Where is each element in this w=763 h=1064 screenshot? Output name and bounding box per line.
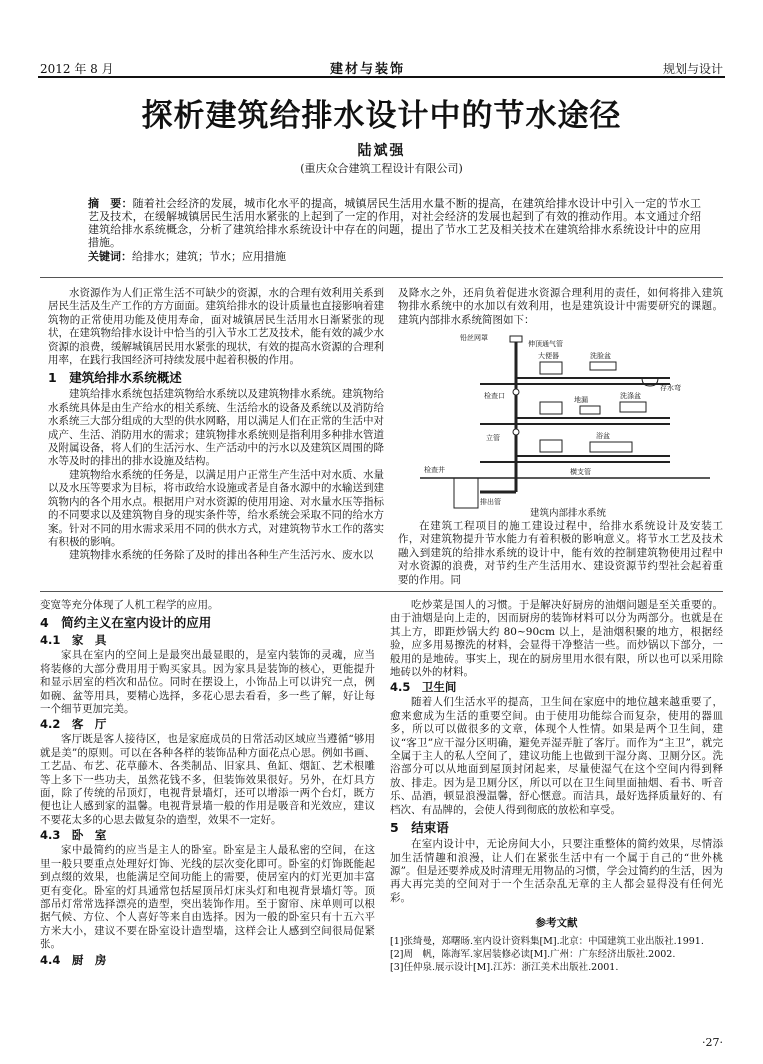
drainage-system-diagram xyxy=(420,332,710,518)
abstract-text: 随着社会经济的发展，城市化水平的提高，城镇居民生活用水量不断的提高，在建筑给排水设计中引入一定的节水工艺及技术，在缓解城镇居民生活用水紧张的上起到了一定的作用，对社会经济的发展也起到了有效的推动作用。本文通过介绍建筑给排水系统概念，分析了建筑给排水系统设计中存在的问题，提出了节水工艺及相关技术在建筑给排水系统设计中的应用措施。 xyxy=(88,197,701,249)
label-vent-pipe: 伸顶通气管 xyxy=(528,340,563,348)
cleanout xyxy=(513,429,519,435)
wc-fixture xyxy=(540,362,562,374)
abstract-label: 摘 要： xyxy=(88,197,133,210)
reference-item: [3]任仲泉.展示设计[M].江苏：浙江美术出版社.2001. xyxy=(390,961,619,973)
inspection-well xyxy=(454,478,478,508)
section-4-5-heading: 4.5 卫生间 xyxy=(390,680,457,695)
article-title: 探析建筑给排水设计中的节水途径 xyxy=(141,98,622,134)
vent-cap xyxy=(510,336,522,342)
upper-left-column xyxy=(48,287,384,563)
laundry-tub xyxy=(620,402,646,412)
label-wc: 大便器 xyxy=(538,352,559,360)
bathroom-paragraph: 随着人们生活水平的提高，卫生间在家庭中的地位越来越重要了，愈来愈成为生活的重要空间。由于使用功能综合而复杂，使用的器皿多，所以可以做很多的文章，体现个人性情。如果是两个卫生间，建议“客卫”应干湿分区明确，避免弄湿弄脏了客厅。而作为“主卫”，就完全属于主人的私人空间了，建议功能上也做到干湿分离、卫厕分区。洗浴部分可以从地面到屋顶封闭起来，尽量使湿气在这个空间内得到释放、排走。因为是卫厕分区，所以可以在卫生间里面抽烟、看书、听音乐、品酒，顿显浪漫温馨，舒心惬意。而洁具，最好选择质量好的、有档次、有品牌的，会使人得到彻底的放松和享受。 xyxy=(390,696,723,816)
cleanout xyxy=(513,389,519,395)
drainage-paragraph-2: 在建筑工程项目的施工建设过程中，给排水系统设计及安装工作，对建筑物提升节水能力有着积极的影响意义。将节水工艺及技术融入到建筑的给排水系统的设计中，能有效的控制建筑物使用过程中对水资源的浪费，对节约生产生活用水、建设资源节约型社会起着重要的作用。同 xyxy=(398,520,723,586)
label-riser: 立管 xyxy=(486,434,500,442)
section-1-paragraph-2: 建筑物给水系统的任务是，以满足用户正常生产生活中对水质、水量以及水压等要求为目标，将市政给水设施或者是自备水源中的水输送到建筑物内的各个用水点。根据用户对水资源的使用用途、对水量水压等指标的不同要求以及建筑物自身的现实条件等，给水系统会采取不同的给水方案。针对不同的用水需求采用不同的供水方式，对建筑物节水工作的落实有积极的影响。 xyxy=(48,468,384,548)
section-4-2-heading: 4.2 客 厅 xyxy=(40,717,107,732)
reference-item: [1]张绮曼，郑曙旸.室内设计资料集[M].北京：中国建筑工业出版社.1991. xyxy=(390,935,704,947)
section-4-heading: 4 简约主义在室内设计的应用 xyxy=(40,615,212,631)
label-floor-drain: 地漏 xyxy=(574,396,588,404)
intro-paragraph: 水资源作为人们正常生活不可缺少的资源，水的合理有效利用关系到居民生活及生产工作的方方面面。建筑给排水的设计质量也直接影响着建筑物的正常使用功能及使用寿命，面对城镇居民生活用水日渐紧张的现状，在建筑物给排水设计中恰当的引入节水工艺及技术，能有效的减少水资源的浪费，缓解城镇居民用水紧张的现状，有效的提高水资源的合理利用率，在践行我国经济可持续发展中起着积极的作用。 xyxy=(48,287,384,367)
reference-item: [2]周 帆，陈海军.家居装修必读[M].广州：广东经济出版社.2002. xyxy=(390,948,676,960)
drainage-intro-paragraph: 及降水之外，还肩负着促进水资源合理利用的责任，如何将排入建筑物排水系统中的水加以有效利用，也是建筑设计中需要研究的课题。建筑内部排水系统简图如下： xyxy=(398,287,723,326)
references-heading: 参考文献 xyxy=(535,917,578,930)
bedroom-paragraph: 家中最简约的应当是主人的卧室。卧室是主人最私密的空间，在这里一般只要重点处理好灯饰、光线的层次变化即可。卧室的灯饰既能起到点缀的效果，也能满足空间功能上的需要，使居室内的灯光更加丰富更有变化。卧室的灯具通常包括屋顶吊灯床头灯和电视背景墙灯等。顶部吊灯常常选择漂亮的造型，突出装饰作用。至于窗帘、床单则可以根据气候、方位、个人喜好等来自由选择。因为一般的卧室只有十五六平方米大小，建议不要在卧室设计造型墙，这样会让人感到空间很局促紧张。 xyxy=(40,844,375,951)
keywords xyxy=(88,250,701,263)
section-5-heading: 5 结束语 xyxy=(390,820,449,836)
label-wash-basin: 洗脸盆 xyxy=(590,352,611,360)
wc-fixture xyxy=(540,440,562,452)
figure-caption: 建筑内部排水系统 xyxy=(530,508,607,518)
page-number: ·27· xyxy=(702,1036,723,1049)
furniture-paragraph: 家具在室内的空间上是最突出最显眼的，是室内装饰的灵魂，应当将装修的大部分费用用于购买家具。因为家具是装饰的核心，更能提升和显示居室的档次和品位。同时在摆设上，小饰品上可以讲究一点，例如碗、盆等用具，要精心选择，多花心思去看看，多一些了解，好让每一个细节更加完美。 xyxy=(40,649,375,716)
label-trap: 存水弯 xyxy=(660,384,681,392)
section-1-paragraph-1: 建筑给排水系统包括建筑物给水系统以及建筑物排水系统。建筑物给水系统具体是由生产给水的相关系统、生活给水的设备及系统以及消防给水系统三大部分组成的大型的供水网略，用以满足人们在正常的生活中对成产、生活、消防用水的需求；建筑物排水系统则是指利用多种排水管道及附属设备，将人们的生活污水、生产活动中的污水以及建筑区周围的降水等及时的排出的排水设施及结构。 xyxy=(48,388,384,468)
label-cleanout: 检查口 xyxy=(484,392,505,400)
conclusion-paragraph: 在室内设计中，无论房间大小，只要注重整体的简约效果，尽情添加生活情趣和浪漫，让人们在紧张生活中有一个属于自己的“世外桃源”。但是还要养成及时清理无用物品的习惯，学会过简约的生活，因为再大再完美的空间对于一个生活杂乱无章的主人都会显得没有任何光彩。 xyxy=(390,838,723,904)
lower-right-column xyxy=(390,599,723,974)
kitchen-paragraph: 吃炒菜是国人的习惯。于是解决好厨房的油烟问题是至关重要的。由于油烟是向上走的，因而厨房的装饰材料可以分为两部分。也就是在其上方，即距炒锅大约 80~90cm 以上，是油烟积聚的地方，根据经验，应多用易擦洗的材料，会显得干净整洁一些。而炒锅以下部分，一般用的是地砖。事实上，现在的厨房里用水很有限，所以也可以采用除地砖以外的材料。 xyxy=(390,599,723,679)
label-branch-pipe: 横支管 xyxy=(570,468,591,476)
abstract-rule xyxy=(40,277,723,278)
basin-fixture xyxy=(590,362,616,370)
keywords-text: 给排水；建筑；节水；应用措施 xyxy=(132,250,286,263)
label-outlet-pipe: 排出管 xyxy=(480,498,501,506)
keywords-label: 关键词： xyxy=(88,250,132,263)
section-1-heading: 1 建筑给排水系统概述 xyxy=(48,370,182,386)
header-rule xyxy=(38,76,725,78)
section-1-paragraph-3: 建筑物排水系统的任务除了及时的排出各种生产生活污水、废水以 xyxy=(69,549,374,562)
journal-name: 建材与装饰 xyxy=(330,62,406,77)
continued-paragraph: 变宽等充分体现了人机工程学的应用。 xyxy=(40,599,219,611)
label-laundry-tub: 洗涤盆 xyxy=(620,392,641,400)
upper-right-column xyxy=(398,287,723,327)
issue-date: 2012 年 8 月 xyxy=(40,62,114,76)
article-separator xyxy=(40,591,723,592)
section-name: 规划与设计 xyxy=(662,62,723,76)
label-inspection-well: 检查井 xyxy=(424,466,445,474)
abstract xyxy=(88,197,701,249)
section-4-4-heading: 4.4 厨 房 xyxy=(40,952,107,967)
upper-right-column-continued xyxy=(398,520,723,587)
lower-left-column xyxy=(40,599,375,969)
label-bathtub: 浴盆 xyxy=(596,432,610,440)
section-4-1-heading: 4.1 家 具 xyxy=(40,633,107,648)
section-4-3-heading: 4.3 卧 室 xyxy=(40,828,107,843)
label-vent-cap: 铅丝网罩 xyxy=(460,334,488,342)
bathtub xyxy=(590,442,632,452)
floor-drain xyxy=(580,406,600,414)
wc-fixture xyxy=(540,402,562,414)
author-name: 陆斌强 xyxy=(357,143,406,159)
author-affiliation: (重庆众合建筑工程设计有限公司) xyxy=(300,162,463,175)
living-room-paragraph: 客厅既是客人接待区，也是家庭成员的日常活动区域应当遵循“够用就是美”的原则。可以在各种各样的装饰品种方面花点心思。例如书画、工艺品、布艺、花草藤木、各类制品、旧家具、鱼缸、烟缸、艺术根雕等上多下一些功夫，虽然花钱不多，但装饰效果很好。另外，在灯具方面，除了传统的吊顶灯，电视背景墙灯，还可以增添一两个台灯，既方便也让人感到家的温馨。电视背景墙一般的作用是吸音和光效应，建议不要花太多的心思去做复杂的造型，效果不一定好。 xyxy=(40,733,375,826)
